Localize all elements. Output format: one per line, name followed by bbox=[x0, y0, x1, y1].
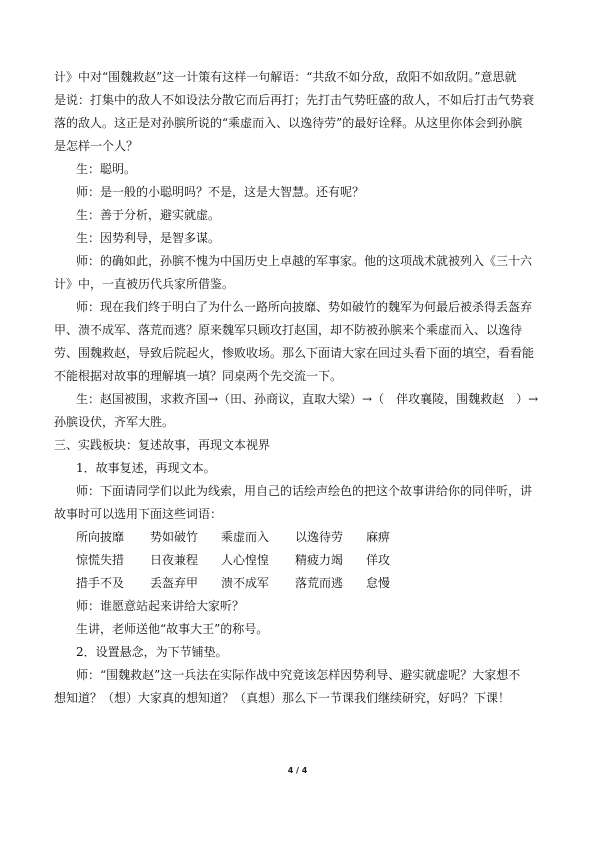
student-line: 生：因势利导，是智多谋。 bbox=[76, 231, 221, 245]
paragraph-line: 落的敌人。这正是对孙膑所说的“乘虚而入、以逸待劳”的最好诠释。从这里你体会到孙膑 bbox=[54, 116, 523, 130]
vocab-word: 以逸待劳 bbox=[295, 530, 344, 544]
vocab-row bbox=[54, 572, 544, 595]
subsection-heading: 1．故事复述，再现文本。 bbox=[76, 461, 216, 475]
teacher-line: 师：的确如此，孙膑不愧为中国历史上卓越的军事家。他的这项战术就被列入《三十六 bbox=[76, 254, 533, 268]
teacher-line: 师：谁愿意站起来讲给大家听？ bbox=[76, 599, 245, 613]
paragraph-line: 孙膑设伏，齐军大胜。 bbox=[54, 415, 175, 429]
vocab-word: 溃不成军 bbox=[221, 576, 270, 590]
paragraph-line: 计》中，一直被历代兵家所借鉴。 bbox=[54, 277, 235, 291]
student-line: 生：聪明。 bbox=[76, 162, 137, 176]
vocab-word: 佯攻 bbox=[366, 553, 391, 567]
paragraph-line: 甲、溃不成军、落荒而逃？原来魏军只顾攻打赵国，却不防被孙膑来个乘虚而入、以逸待 bbox=[54, 323, 523, 337]
vocab-word: 日夜兼程 bbox=[150, 553, 199, 567]
paragraph-line: 生讲，老师送他“故事大王”的称号。 bbox=[76, 622, 269, 636]
paragraph-line: 故事时可以选用下面这些词语： bbox=[54, 507, 223, 521]
vocab-word: 人心惶惶 bbox=[221, 553, 270, 567]
vocab-word: 落荒而逃 bbox=[295, 576, 344, 590]
paragraph-line: 是怎样一个人？ bbox=[54, 139, 139, 153]
teacher-line: 师：下面请同学们以此为线索，用自己的话绘声绘色的把这个故事讲给你的同伴听，讲 bbox=[76, 484, 533, 498]
vocab-word: 麻痹 bbox=[366, 530, 391, 544]
document-body bbox=[54, 66, 544, 710]
paragraph-line: 想知道？（想）大家真的想知道？（真想）那么下一节课我们继续研究，好吗？下课！ bbox=[54, 691, 511, 705]
vocab-word: 势如破竹 bbox=[150, 530, 199, 544]
subsection-heading: 2．设置悬念，为下节铺垫。 bbox=[76, 645, 228, 659]
student-line: 生：赵国被围，求救齐国→（田、孙商议，直取大梁）→（ 伴攻襄陵，围魏救赵 ）→ bbox=[76, 392, 539, 406]
teacher-line: 师：“围魏救赵”这一兵法在实际作战中究竟该怎样因势利导、避实就虚呢？大家想不 bbox=[76, 668, 521, 682]
page-number: 4 / 4 bbox=[287, 766, 308, 775]
paragraph-line: 是说：打集中的敌人不如设法分散它而后再打；先打击气势旺盛的敌人，不如后打击气势衰 bbox=[54, 93, 535, 107]
teacher-line: 师：是一般的小聪明吗？不是，这是大智慧。还有呢？ bbox=[76, 185, 365, 199]
vocab-row bbox=[54, 549, 544, 572]
vocab-word: 怠慢 bbox=[366, 576, 391, 590]
teacher-line: 师：现在我们终于明白了为什么一路所向披靡、势如破竹的魏军为何最后被杀得丢盔弃 bbox=[76, 300, 533, 314]
vocab-word: 所向披靡 bbox=[76, 530, 125, 544]
vocab-word: 丢盔弃甲 bbox=[150, 576, 199, 590]
section-heading: 三、实践板块：复述故事，再现文本视界 bbox=[54, 438, 271, 452]
vocab-word: 措手不及 bbox=[76, 576, 125, 590]
vocab-word: 惊慌失措 bbox=[76, 553, 125, 567]
vocab-row bbox=[54, 526, 544, 549]
paragraph-line: 劳、围魏救赵，导致后院起火，惨败收场。那么下面请大家在回过头看下面的填空，看看能 bbox=[54, 346, 535, 360]
vocab-word: 乘虚而入 bbox=[221, 530, 270, 544]
student-line: 生：善于分析，避实就虚。 bbox=[76, 208, 221, 222]
vocab-word: 精疲力竭 bbox=[295, 553, 344, 567]
paragraph-line: 计》中对“围魏救赵”这一计策有这样一句解语：“共敌不如分敌，敌阳不如敌阴。”意思就 bbox=[54, 70, 517, 84]
paragraph-line: 不能根据对故事的理解填一填？同桌两个先交流一下。 bbox=[54, 369, 343, 383]
